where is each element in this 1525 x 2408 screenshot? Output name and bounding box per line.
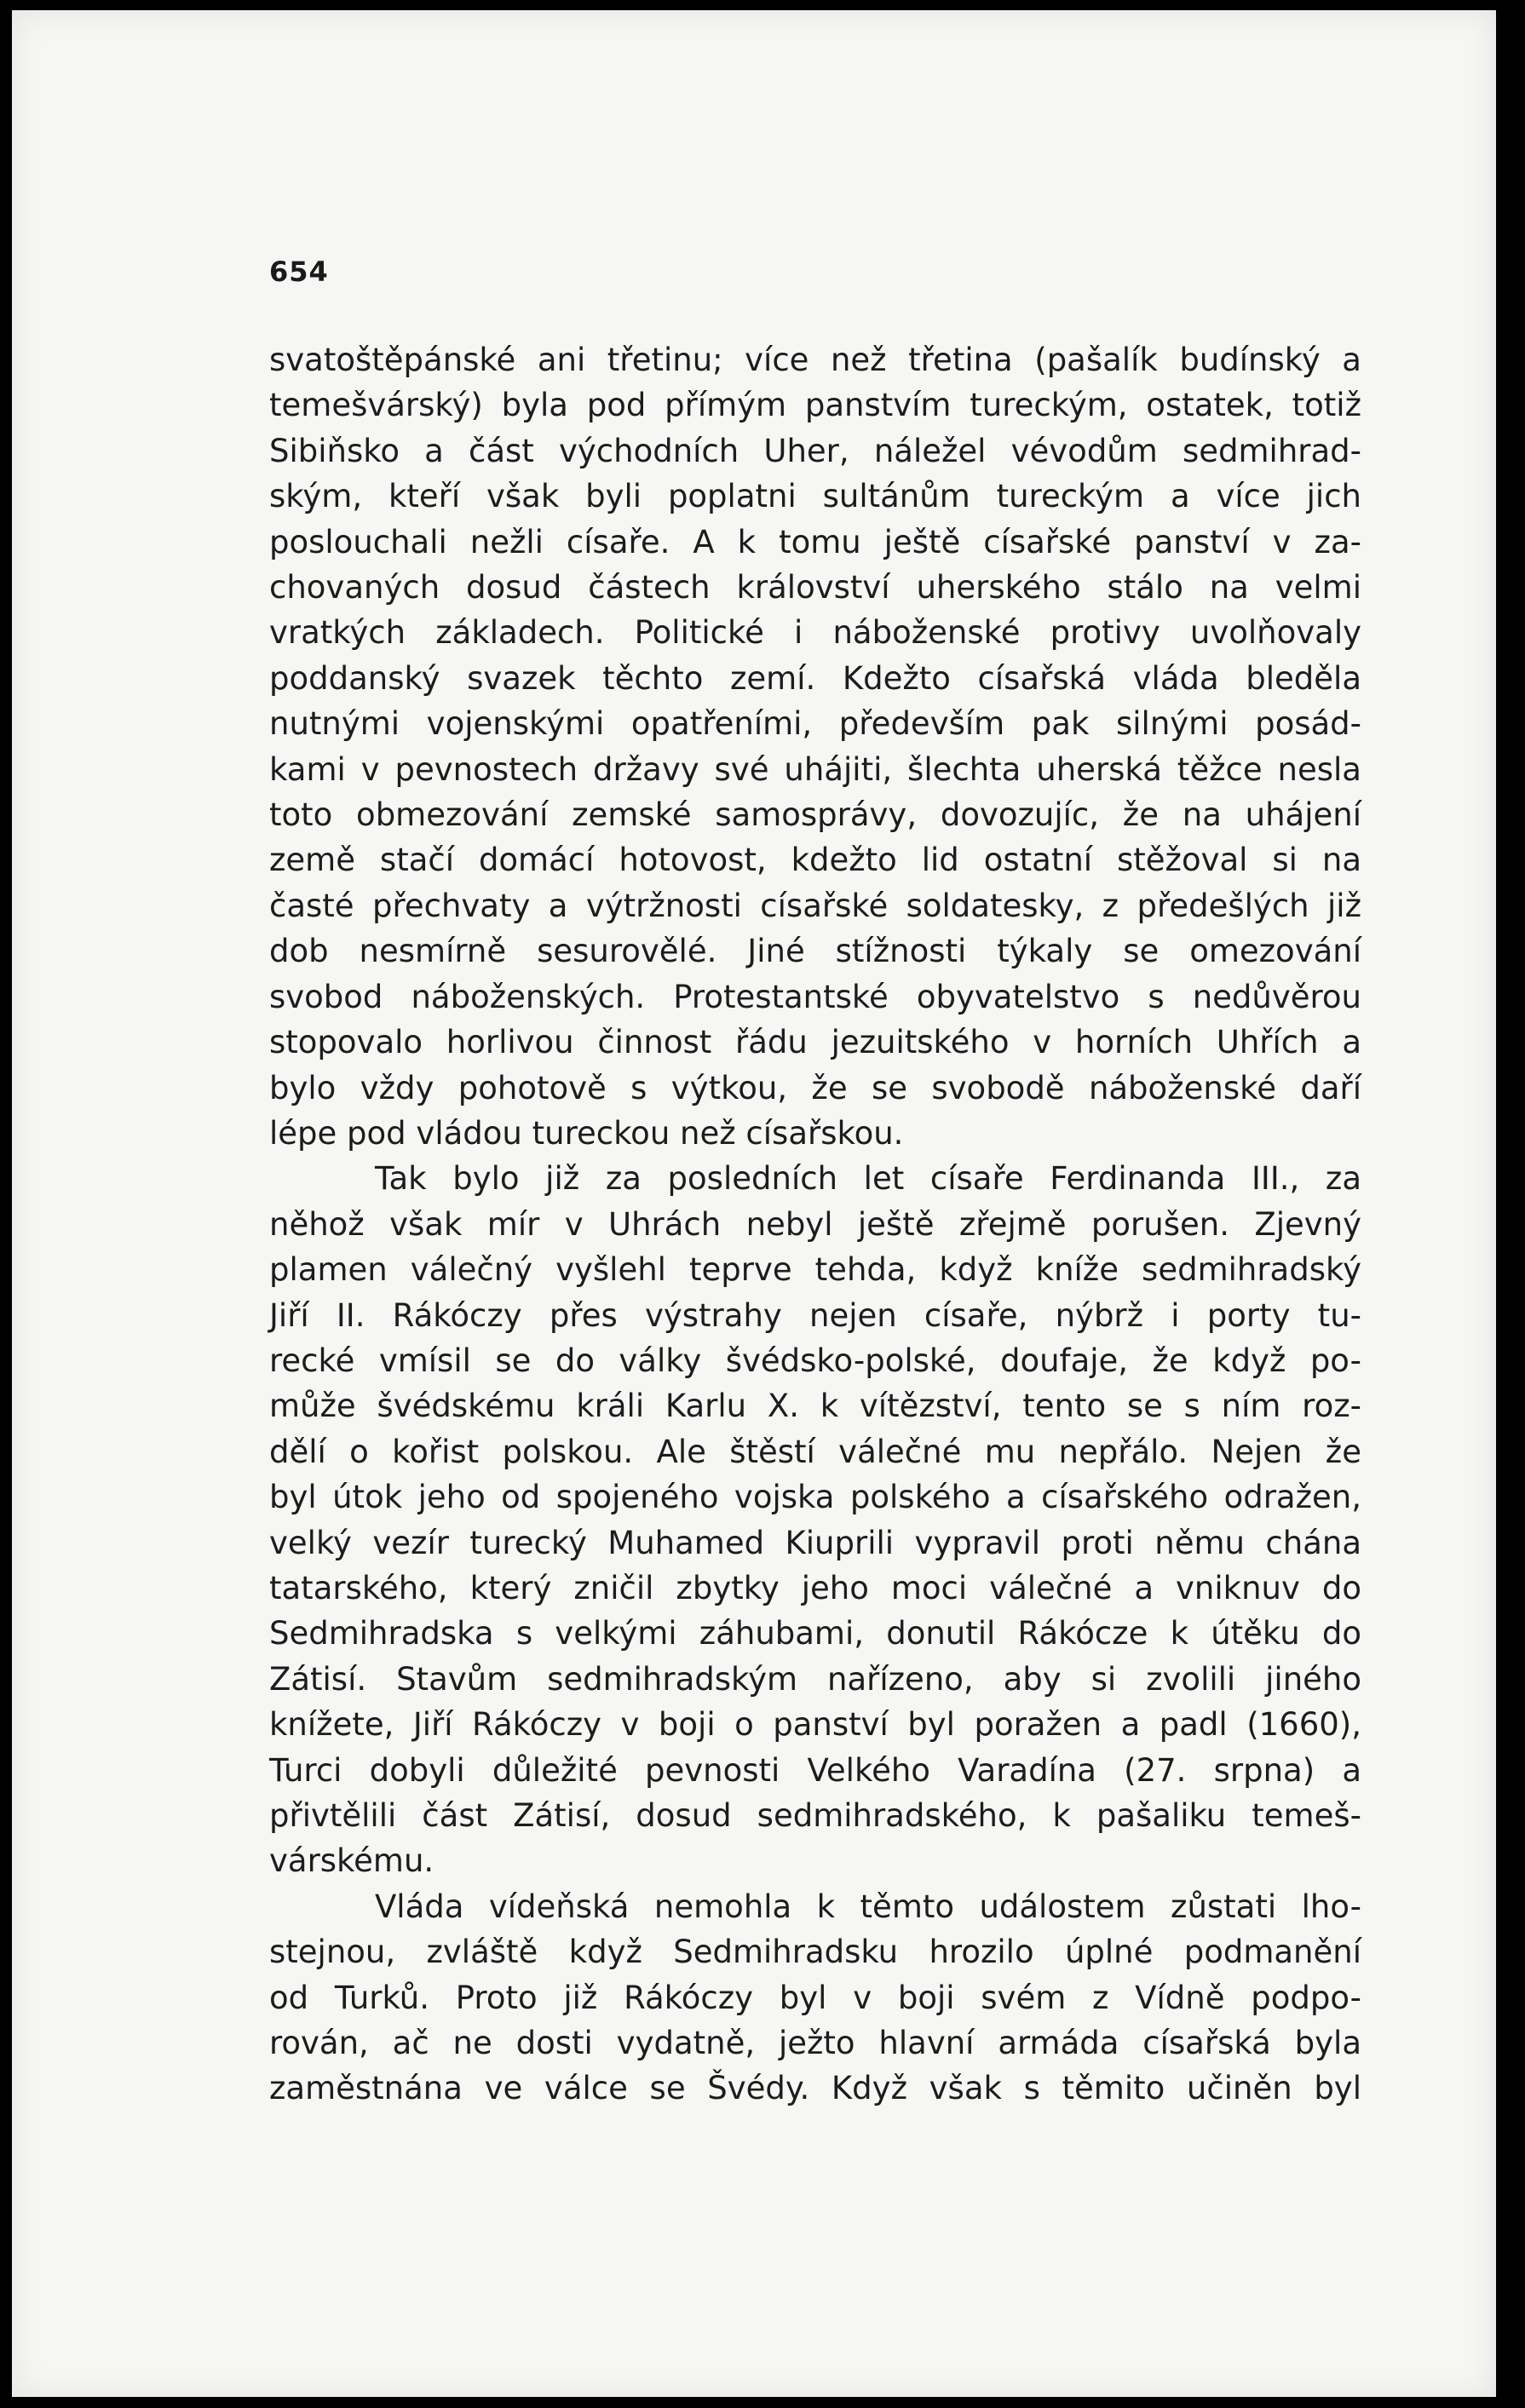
text-line: Turci dobyli důležité pevnosti Velkého Varadína (27. srpna) a — [269, 1751, 1361, 1789]
text-line: byl útok jeho od spojeného vojska polského a císařského odražen, — [269, 1479, 1361, 1516]
text-line: temešvárský) byla pod přímým panstvím tureckým, ostatek, totiž — [269, 387, 1361, 424]
text-line: recké vmísil se do války švédsko-polské, doufaje, že když po- — [269, 1342, 1361, 1379]
text-line: svatoštěpánské ani třetinu; více než třetina (pašalík budínský a — [269, 342, 1361, 378]
text-line: Zátisí. Stavům sedmihradským nařízeno, aby si zvolili jiného — [269, 1660, 1361, 1698]
text-line: od Turků. Proto již Rákóczy byl v boji svém z Vídně podpo- — [269, 1979, 1361, 2016]
text-line: dělí o kořist polskou. Ale štěstí válečné mu nepřálo. Nejen že — [269, 1433, 1361, 1470]
text-line: kami v pevnostech državy své uhájiti, šlechta uherská těžce nesla — [269, 750, 1361, 788]
text-line: vratkých základech. Politické i náboženské protivy uvolňovaly — [269, 614, 1361, 652]
text-line: stejnou, zvláště když Sedmihradsku hrozilo úplné podmanění — [269, 1934, 1361, 1971]
text-line: toto obmezování zemské samosprávy, dovozujíc, že na uhájení — [269, 796, 1361, 834]
text-line: dob nesmírně sesurovělé. Jiné stížnosti týkaly se omezování — [269, 933, 1361, 970]
text-line: Sibiňsko a část východních Uher, náležel vévodům sedmihrad- — [269, 432, 1361, 469]
text-line: Tak bylo již za posledních let císaře Ferdinanda III., za — [375, 1160, 1361, 1198]
text-line: stopovalo horlivou činnost řádu jezuitského v horních Uhřích a — [269, 1024, 1361, 1061]
text-line: Sedmihradska s velkými záhubami, donutil Rákócze k útěku do — [269, 1615, 1361, 1652]
text-line: zaměstnána ve válce se Švédy. Když však s těmito učiněn byl — [269, 2070, 1361, 2107]
text-line: knížete, Jiří Rákóczy v boji o panství byl poražen a padl (1660), — [269, 1706, 1361, 1744]
text-line: várskému. — [269, 1842, 434, 1880]
text-line: přivtělili část Zátisí, dosud sedmihradského, k pašaliku temeš- — [269, 1797, 1361, 1834]
text-line: plamen válečný vyšlehl teprve tehda, když kníže sedmihradský — [269, 1251, 1361, 1289]
text-line: poddanský svazek těchto zemí. Kdežto císařská vláda bleděla — [269, 659, 1361, 697]
text-line: něhož však mír v Uhrách nebyl ještě zřejmě porušen. Zjevný — [269, 1205, 1361, 1243]
text-line: velký vezír turecký Muhamed Kiuprili vypravil proti němu chána — [269, 1524, 1361, 1561]
text-line: poslouchali nežli císaře. A k tomu ještě císařské panství v za- — [269, 523, 1361, 560]
text-line: může švédskému králi Karlu X. k vítězství, tento se s ním roz- — [269, 1388, 1361, 1425]
text-line: země stačí domácí hotovost, kdežto lid ostatní stěžoval si na — [269, 842, 1361, 879]
text-line: ským, kteří však byli poplatni sultánům tureckým a více jich — [269, 478, 1361, 515]
book-page — [12, 10, 1496, 2397]
text-line: svobod náboženských. Protestantské obyvatelstvo s nedůvěrou — [269, 978, 1361, 1015]
text-line: časté přechvaty a výtržnosti císařské soldatesky, z předešlých již — [269, 887, 1361, 924]
text-line: tatarského, který zničil zbytky jeho moci válečné a vniknuv do — [269, 1569, 1361, 1606]
text-line: Jiří II. Rákóczy přes výstrahy nejen císaře, nýbrž i porty tu- — [269, 1296, 1361, 1334]
body-text — [269, 337, 1361, 2112]
text-line: Vláda vídeňská nemohla k těmto událostem zůstati lho- — [375, 1888, 1361, 1925]
page-number: 654 — [269, 256, 329, 288]
text-line: bylo vždy pohotově s výtkou, že se svobodě náboženské daří — [269, 1069, 1361, 1106]
text-line: chovaných dosud částech království uherského stálo na velmi — [269, 569, 1361, 606]
text-line: lépe pod vládou tureckou než císařskou. — [269, 1114, 904, 1152]
text-line: nutnými vojenskými opatřeními, především pak silnými posád- — [269, 705, 1361, 743]
text-line: rován, ač ne dosti vydatně, ježto hlavní armáda císařská byla — [269, 2025, 1361, 2062]
